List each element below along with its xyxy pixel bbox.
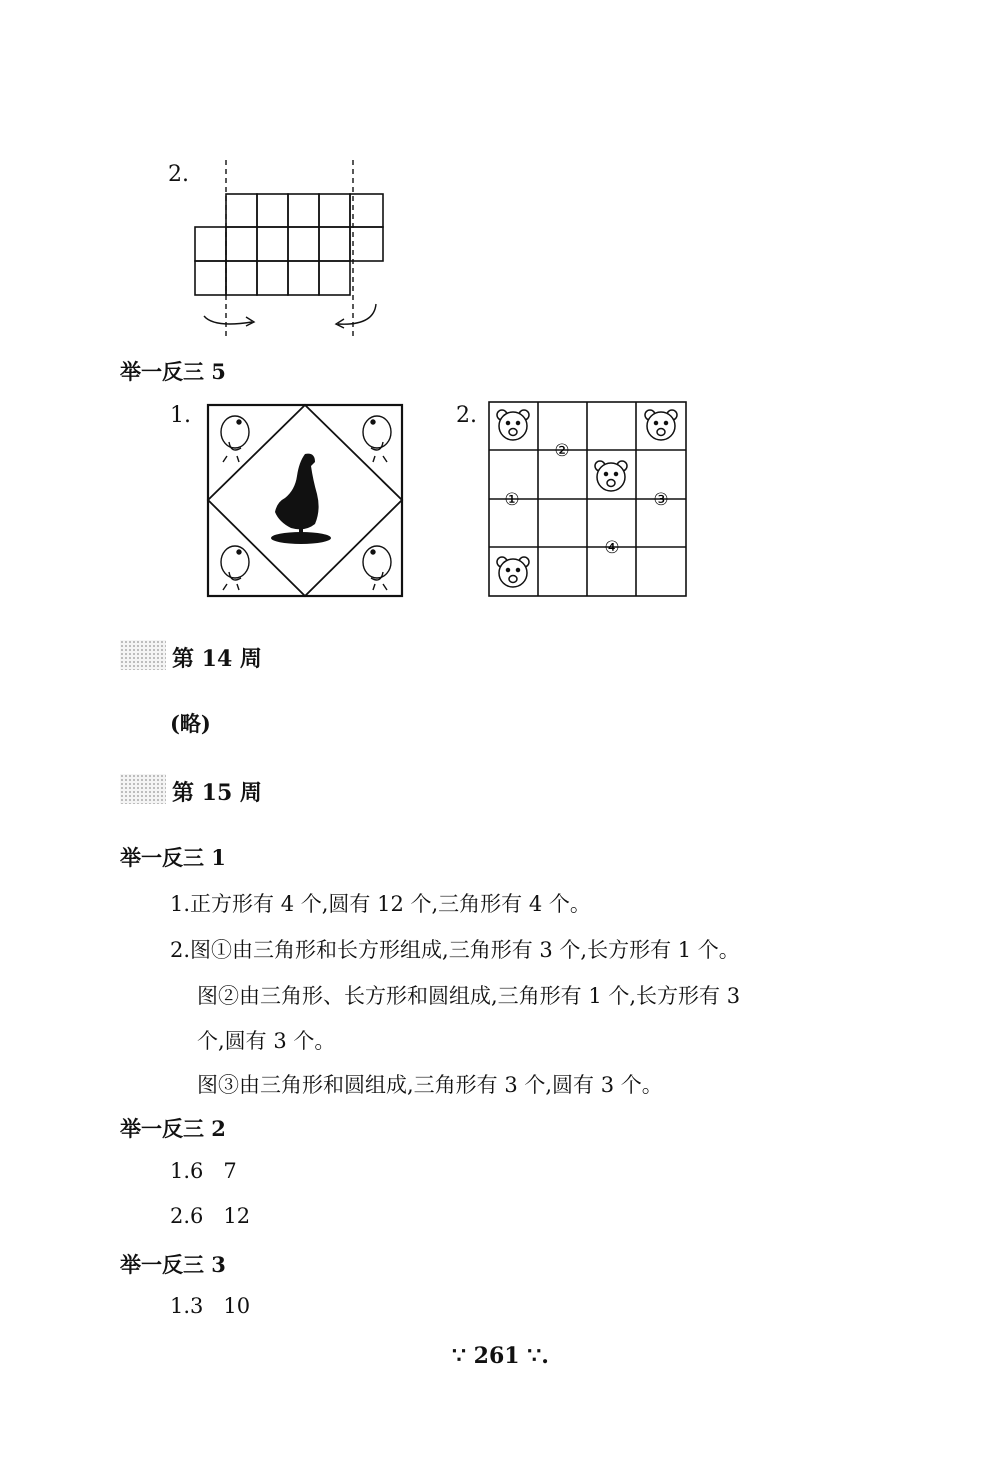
fold-grid-figure	[190, 158, 390, 340]
answer-line: 图②由三角形、长方形和圆组成,三角形有 1 个,长方形有 3	[197, 984, 741, 1008]
grid-mark-4: ④	[604, 538, 620, 558]
week-14-title: 第 14 周	[172, 646, 262, 672]
week-14-shade	[120, 640, 166, 670]
answer-line: 个,圆有 3 个。	[197, 1029, 336, 1053]
chick-hen-figure	[205, 402, 405, 599]
grid-mark-3: ③	[653, 490, 669, 510]
section-heading-1: 举一反三 1	[120, 845, 226, 870]
week-15-shade	[120, 774, 166, 804]
grid-mark-1: ①	[504, 490, 520, 510]
page-number: ∵ 261 ∵.	[452, 1343, 549, 1369]
week-15-title: 第 15 周	[172, 780, 262, 806]
bear-grid-figure	[487, 400, 689, 598]
section-heading-5: 举一反三 5	[120, 359, 226, 384]
answer-line: 2.图①由三角形和长方形组成,三角形有 3 个,长方形有 1 个。	[170, 938, 740, 962]
grid-mark-2: ②	[554, 441, 570, 461]
answer-line: 1.6 7	[170, 1159, 237, 1183]
figure-2-label: 2.	[456, 403, 477, 428]
answer-line: 1.3 10	[170, 1294, 251, 1318]
section-heading-3: 举一反三 3	[120, 1252, 226, 1277]
section-heading-2: 举一反三 2	[120, 1116, 226, 1141]
answer-line: 2.6 12	[170, 1204, 251, 1228]
answer-line: 1.正方形有 4 个,圆有 12 个,三角形有 4 个。	[170, 892, 591, 916]
figure-1-label: 1.	[170, 403, 191, 428]
answer-line: 图③由三角形和圆组成,三角形有 3 个,圆有 3 个。	[197, 1073, 663, 1097]
week-14-note: (略)	[170, 711, 211, 736]
fold-figure-label: 2.	[168, 162, 189, 187]
